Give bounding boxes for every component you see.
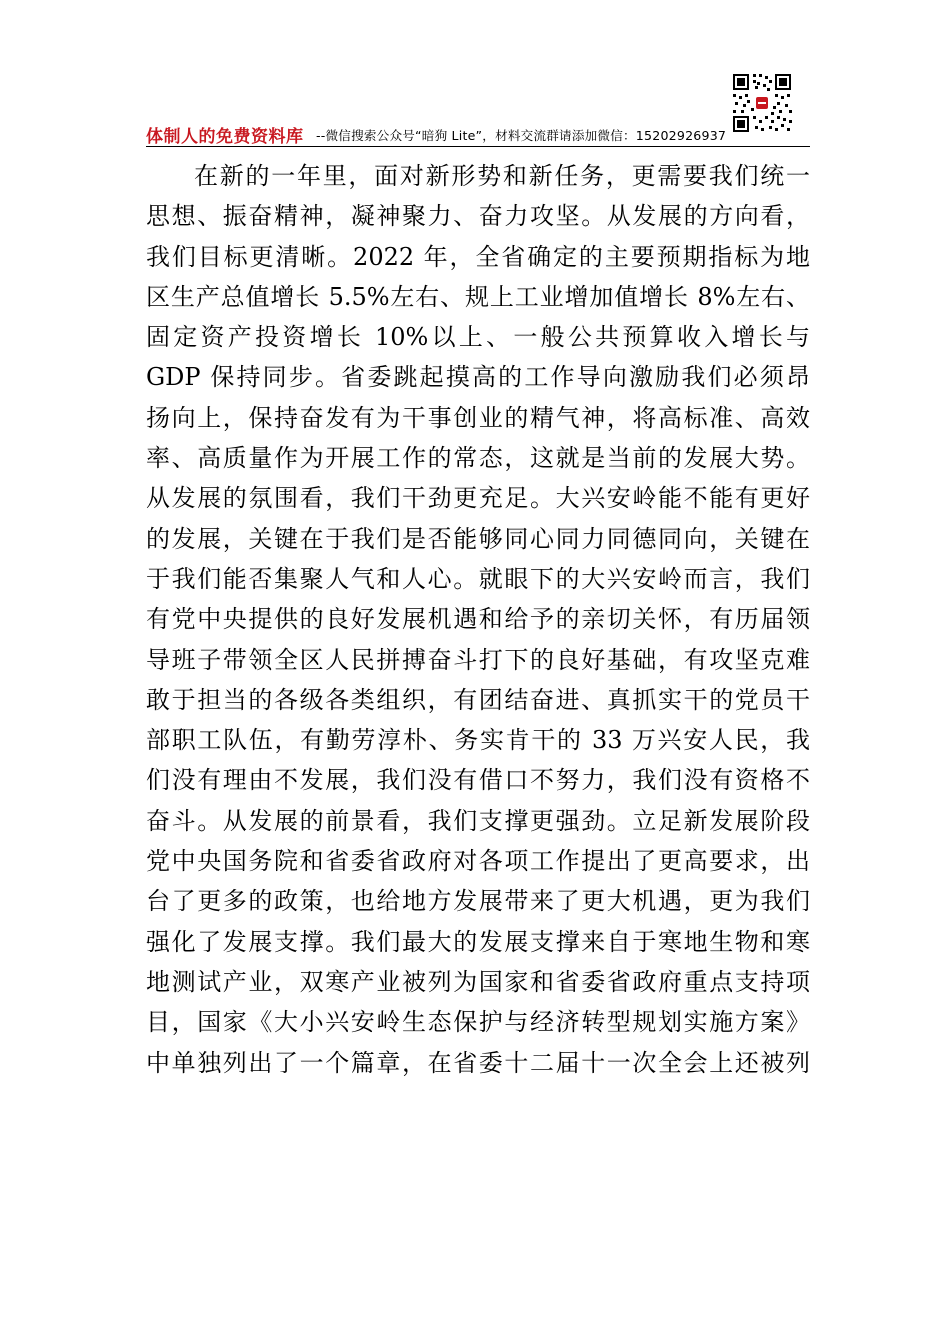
header-divider (146, 146, 810, 147)
text-line: 地测试产业，双寒产业被列为国家和省委省政府重点支持项 (146, 967, 810, 996)
text-line: GDP 保持同步。省委跳起摸高的工作导向激励我们必须昂 (146, 363, 810, 392)
text-line: 从发展的氛围看，我们干劲更充足。大兴安岭能不能有更好 (146, 484, 810, 513)
text-line: 党中央国务院和省委省政府对各项工作提出了更高要求，出 (146, 847, 810, 876)
text-line: 中单独列出了一个篇章，在省委十二届十一次全会上还被列 (146, 1048, 810, 1077)
text-line: 我们目标更清晰。2022 年，全省确定的主要预期指标为地 (146, 242, 810, 271)
text-line: 部职工队伍，有勤劳淳朴、务实肯干的 33 万兴安人民，我 (146, 726, 810, 755)
text-line: 思想、振奋精神，凝神聚力、奋力攻坚。从发展的方向看， (146, 202, 810, 231)
text-line: 导班子带领全区人民拼搏奋斗打下的良好基础，有攻坚克难 (146, 645, 810, 674)
text-line: 们没有理由不发展，我们没有借口不努力，我们没有资格不 (146, 766, 810, 795)
header-note-text: --微信搜索公众号“暗狗 Lite”，材料交流群请添加微信：15202926937 (316, 128, 727, 143)
body-paragraph (146, 156, 810, 1083)
text-line: 敢于担当的各级各类组织，有团结奋进、真抓实干的党员干 (146, 685, 810, 714)
text-line: 区生产总值增长 5.5%左右、规上工业增加值增长 8%左右、 (146, 282, 810, 311)
text-line: 的发展，关键在于我们是否能够同心同力同德同向，关键在 (146, 524, 810, 553)
text-line: 固定资产投资增长 10%以上、一般公共预算收入增长与 (146, 323, 810, 352)
text-line: 有党中央提供的良好发展机遇和给予的亲切关怀，有历届领 (146, 605, 810, 634)
document-header (146, 120, 810, 146)
text-line: 率、高质量作为开展工作的常态，这就是当前的发展大势。 (146, 444, 810, 473)
text-line: 强化了发展支撑。我们最大的发展支撑来自于寒地生物和寒 (146, 927, 810, 956)
text-line: 于我们能否集聚人气和人心。就眼下的大兴安岭而言，我们 (146, 564, 810, 593)
text-line: 奋斗。从发展的前景看，我们支撑更强劲。立足新发展阶段 (146, 806, 810, 835)
text-line: 目，国家《大小兴安岭生态保护与经济转型规划实施方案》 (146, 1008, 810, 1037)
text-line: 台了更多的政策，也给地方发展带来了更大机遇，更为我们 (146, 887, 810, 916)
text-line: 在新的一年里，面对新形势和新任务，更需要我们统一 (194, 162, 810, 190)
text-line: 扬向上，保持奋发有为干事创业的精气神，将高标准、高效 (146, 403, 810, 432)
header-brand-text: 体制人的免费资料库 (146, 127, 304, 146)
